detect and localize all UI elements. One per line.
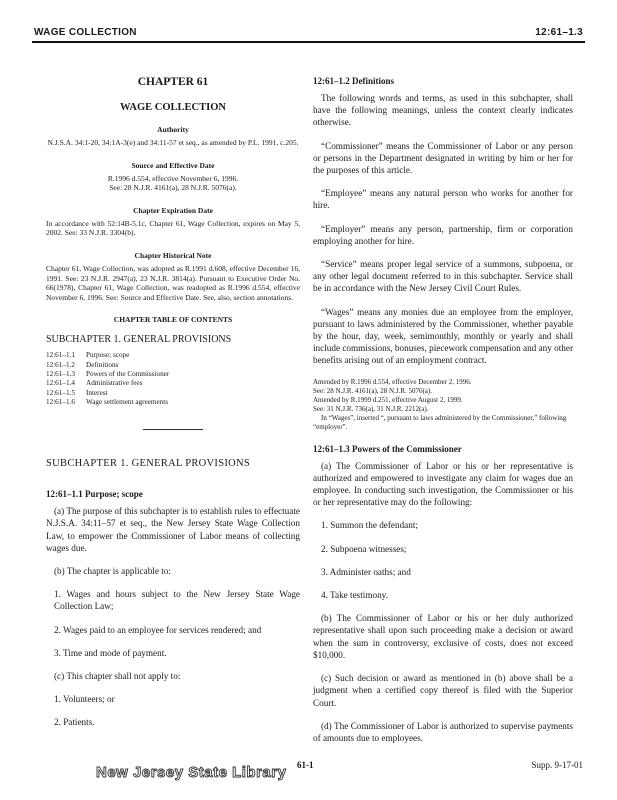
section-1-1-heading: 12:61–1.1 Purpose; scope [46, 489, 143, 500]
definition-service: “Service” means proper legal service of a summons, subpoena, or any other legal document referred to in this subchapter. Service shall be in accordance with the New Jersey Civil Court Rules. [313, 259, 573, 294]
s13-a-item-3: 3. Administer oaths; and [321, 566, 411, 577]
page-footer [0, 756, 617, 786]
source-line-1: R.1996 d.554, effective November 6, 1996. [107, 173, 239, 183]
amendment-note: Amended by R.1996 d.554, effective December 2, 1996. See: 28 N.J.R. 4161(a), 28 N.J.R. 5076(a). Amended by R.1999 d.251, effective August 2, 1999. See: 31 N.J.R. 736(a), 31 N.J.R. 2212(a). In “Wages”, inserted “, pursuant to laws administered by the Commissioner,” following “employer”. [313, 377, 567, 431]
toc-item: 12:61–1.6 Wage settlement agreements [46, 397, 169, 406]
definition-employer: “Employer” means any person, partnership, firm or corporation employing another for hire. [313, 223, 573, 246]
subchapter-heading: SUBCHAPTER 1. GENERAL PROVISIONS [46, 458, 251, 470]
s13-a-item-1: 1. Summon the defendant; [321, 520, 418, 531]
s11-paragraph-a: (a) The purpose of this subchapter is to establish rules to effectuate N.J.S.A. 34:11–57 et seq., the New Jersey State Wage Collection Law, to empower the Commissioner of Labor means of collecting wages due. [46, 506, 300, 553]
s13-a-item-2: 2. Subpoena witnesses; [321, 543, 407, 554]
section-1-2-heading: 12:61–1.2 Definitions [313, 76, 394, 86]
chapter-title: WAGE COLLECTION [120, 102, 226, 113]
toc-item: 12:61–1.3 Powers of the Commissioner [46, 369, 170, 378]
supplement-date: Supp. 9-17-01 [531, 760, 583, 770]
header-section: 12:61–1.3 [535, 27, 583, 38]
toc-heading: CHAPTER TABLE OF CONTENTS [113, 315, 233, 325]
historical-note-text: Chapter 61, Wage Collection, was adopted as R.1991 d.608, effective December 16, 1991. See: 23 N.J.R. 2947(a), 23 N.J.R. 3814(a). Pursuant to Executive Order No. 66(1978), Chapter 61, Wage Collection, was readopted as R.1996 d.554, effective November 6, 1996. See: Source and Effective Date. See, also, section annotations. [46, 263, 300, 302]
s13-paragraph-b: (b) The Commissioner of Labor or his or her duly authorized representative shall upon such proceeding make a decision or award when the sum in controversy, exclusive of costs, does not exceed $10,000. [313, 613, 573, 660]
chapter-number: CHAPTER 61 [137, 76, 209, 88]
s11-c-item-1: 1. Volunteers; or [54, 694, 115, 705]
definition-wages: “Wages” means any monies due an employee from the employer, pursuant to laws administered by the Commissioner, whether payable by the hour, day, week, semimonthly, monthly or yearly and shall include commissions, bonuses, piecework compensation and any other benefits arising out of an employment contract. [313, 306, 573, 366]
running-header [32, 27, 585, 43]
table-of-contents [46, 351, 300, 407]
right-column [313, 76, 573, 755]
toc-subchapter: SUBCHAPTER 1. GENERAL PROVISIONS [46, 334, 232, 346]
expiration-heading: Chapter Expiration Date [133, 205, 213, 215]
s11-c-item-2: 2. Patients. [54, 717, 95, 728]
toc-item: 12:61–1.2 Definitions [46, 360, 119, 369]
left-column [46, 76, 300, 740]
historical-note-heading: Chapter Historical Note [134, 250, 212, 260]
s11-b-item-3: 3. Time and mode of payment. [54, 647, 167, 658]
s11-b-item-1: 1. Wages and hours subject to the New Jersey State Wage Collection Law; [54, 589, 300, 612]
s11-b-item-2: 2. Wages paid to an employee for services rendered; and [54, 624, 262, 635]
authority-heading: Authority [157, 125, 189, 134]
definition-employee: “Employee” means any natural person who works for another for hire. [313, 188, 573, 211]
source-text [46, 174, 300, 193]
authority-text: N.J.S.A. 34:1-20, 34:1A-3(e) and 34:11-57 et seq., as amended by P.L. 1991, c.205. [47, 138, 299, 147]
page-number: 61-1 [297, 760, 314, 770]
library-watermark: New Jersey State Library [96, 764, 287, 781]
source-line-2: See: 28 N.J.R. 4161(a), 28 N.J.R. 5076(a). [109, 183, 237, 193]
expiration-text: In accordance with 52:14B-5.1c, Chapter 61, Wage Collection, expires on May 5, 2002. See: 33 N.J.R. 3304(b). [46, 218, 300, 238]
definitions-intro: The following words and terms, as used in this subchapter, shall have the following meanings, unless the context clearly indicates otherwise. [313, 93, 573, 128]
section-1-3-heading: 12:61–1.3 Powers of the Commissioner [313, 443, 462, 454]
s13-paragraph-a: (a) The Commissioner of Labor or his or her representative is authorized and empowered to investigate any claim for wages due an employee. In conducting such investigation, the Commissioner or his or her representative may do the following: [313, 460, 573, 508]
toc-item: 12:61–1.1 Purpose; scope [46, 351, 130, 360]
s11-paragraph-c: (c) This chapter shall not apply to: [54, 670, 181, 681]
s11-paragraph-b: (b) The chapter is applicable to: [54, 565, 171, 576]
source-heading: Source and Effective Date [131, 160, 215, 170]
s13-paragraph-c: (c) Such decision or award as mentioned in (b) above shall be a judgment when a certified copy thereof is filed with the Superior Court. [313, 673, 573, 708]
toc-item: 12:61–1.4 Administrative fees [46, 379, 143, 388]
toc-item: 12:61–1.5 Interest [46, 388, 108, 397]
definition-commissioner: “Commissioner” means the Commissioner of Labor or any person or persons in the Department designated in writing by him or her for the purposes of this article. [313, 140, 573, 176]
header-title: WAGE COLLECTION [34, 27, 137, 38]
s13-paragraph-d: (d) The Commissioner of Labor is authorized to supervise payments of amounts due to employees. [313, 720, 573, 743]
s13-a-item-4: 4. Take testimony. [321, 590, 388, 601]
section-divider [143, 429, 203, 430]
